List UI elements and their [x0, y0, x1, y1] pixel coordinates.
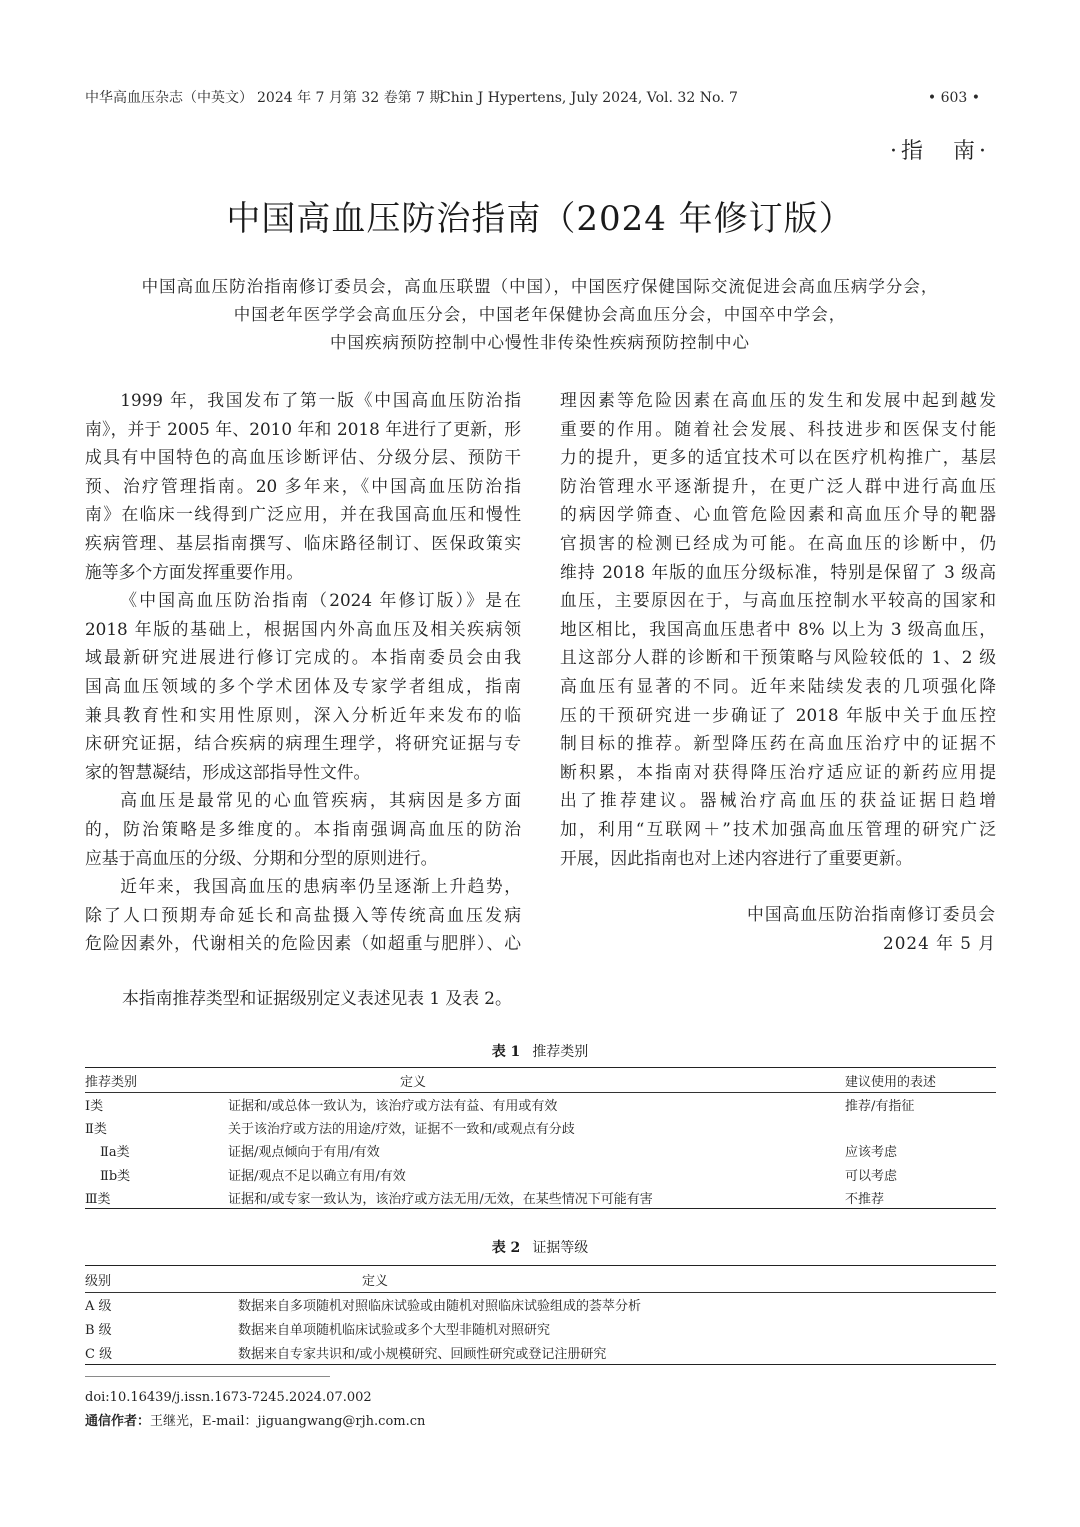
paragraph-line: 重要的作用。随着社会发展、科技进步和医保支付能: [560, 418, 996, 439]
cell-expression: 可以考虑: [845, 1168, 898, 1184]
column-header-definition: 定义: [362, 1273, 389, 1289]
cell-expression: 推荐/有指征: [845, 1098, 915, 1114]
paragraph-line: 压的干预研究进一步确证了 2018 年版中关于血压控: [560, 704, 996, 725]
table-row: [85, 1093, 996, 1116]
evidence-level-table: [85, 1265, 996, 1365]
paragraph-line: 应基于高血压的分级、分期和分型的原则进行。: [85, 847, 438, 868]
table-row: [85, 1139, 996, 1162]
paragraph-line: 家的智慧凝结，形成这部指导性文件。: [85, 761, 371, 782]
corresponding-author-label: 通信作者：: [85, 1414, 151, 1429]
author-line: 中国疾病预防控制中心慢性非传染性疾病预防控制中心: [330, 333, 750, 352]
paragraph-line: 成具有中国特色的高血压诊断评估、分级分层、预防干: [85, 447, 521, 468]
paragraph-line: 地区相比，我国高血压患者中 8% 以上为 3 级高血压，: [560, 618, 996, 639]
paragraph-line: 预、治疗管理指南。20 多年来，《中国高血压防治指: [85, 475, 521, 496]
table-row: [85, 1186, 996, 1209]
paragraph-line: 近年来，我国高血压的患病率仍呈逐渐上升趋势，: [120, 876, 521, 897]
cell-category: Ⅰ类: [85, 1098, 104, 1114]
table-row: [85, 1317, 996, 1341]
cell-expression: 不推荐: [845, 1191, 885, 1207]
paragraph-line: 的，防治策略是多维度的。本指南强调高血压的防治: [85, 818, 521, 839]
paragraph-line: 除了人口预期寿命延长和高盐摄入等传统高血压发病: [85, 904, 521, 925]
table-header-row: [85, 1068, 996, 1093]
cell-category: Ⅱa类: [100, 1145, 130, 1161]
cell-definition: 数据来自多项随机对照临床试验或由随机对照临床试验组成的荟萃分析: [238, 1299, 642, 1315]
table2-caption: [0, 1238, 1080, 1258]
doi: doi:10.16439/j.issn.1673-7245.2024.07.002: [85, 1390, 372, 1405]
paragraph: [85, 586, 521, 786]
paragraph-line: 高血压是最常见的心血管疾病，其病因是多方面: [120, 790, 521, 811]
paragraph-line: 开展，因此指南也对上述内容进行了重要更新。: [560, 847, 913, 868]
paragraph-line: 2018 年版的基础上，根据国内外高血压及相关疾病领: [85, 618, 521, 639]
paragraph-line: 官损害的检测已经成为可能。在高血压的诊断中，仍: [560, 532, 996, 553]
table-row: [85, 1162, 996, 1185]
paragraph-line: 维持 2018 年版的血压分级标准，特别是保留了 3 级高: [560, 561, 996, 582]
paragraph-line: 加，利用“互联网＋”技术加强高血压管理的研究广泛: [560, 818, 996, 839]
paragraph-line: 床研究证据，结合疾病的病理生理学，将研究证据与专: [85, 733, 521, 754]
cell-definition: 关于该治疗或方法的用途/疗效，证据不一致和/或观点有分歧: [228, 1121, 575, 1137]
table-row: [85, 1341, 996, 1365]
cell-definition: 数据来自单项随机临床试验或多个大型非随机对照研究: [238, 1323, 551, 1338]
cell-level: B 级: [85, 1323, 112, 1338]
cell-level: C 级: [85, 1346, 113, 1362]
column-header-expression: 建议使用的表述: [845, 1074, 937, 1090]
column-header-category: 推荐类别: [85, 1074, 138, 1090]
cell-level: A 级: [85, 1299, 112, 1315]
paragraph: [85, 386, 521, 586]
paragraph: [85, 786, 521, 872]
table-header-row: [85, 1266, 996, 1293]
cell-expression: 应该考虑: [845, 1145, 898, 1161]
table-reference-sentence: 本指南推荐类型和证据级别定义表述见表 1 及表 2。: [122, 988, 512, 1008]
table-row: [85, 1116, 996, 1139]
cell-definition: 证据/观点倾向于有用/有效: [228, 1145, 380, 1161]
paragraph-line: 防治管理水平逐渐提升，在更广泛人群中进行高血压: [560, 475, 996, 496]
section-label: ·指 南·: [890, 139, 990, 164]
paragraph-line: 《中国高血压防治指南（2024 年修订版）》是在: [120, 590, 521, 611]
recommendation-class-table: [85, 1067, 996, 1209]
table-row: [85, 1293, 996, 1317]
paragraph-line: 断积累，本指南对获得降压治疗适应证的新药应用提: [560, 761, 996, 782]
body-column-left: [85, 386, 521, 958]
paragraph-line: 1999 年，我国发布了第一版《中国高血压防治指: [120, 390, 521, 410]
table2-label: 表 2: [491, 1240, 521, 1256]
article-title: 中国高血压防治指南（2024 年修订版）: [226, 199, 854, 239]
paragraph-line: 血压，主要原因在于，与高血压控制水平较高的国家和: [560, 590, 996, 611]
table1-label: 表 1: [491, 1044, 521, 1060]
table1-caption: [0, 1042, 1080, 1062]
paragraph-line: 且这部分人群的诊断和干预策略与风险较低的 1、2 级: [560, 647, 996, 668]
paragraph-line: 制目标的推荐。新型降压药在高血压治疗中的证据不: [560, 733, 996, 754]
table1-title: 推荐类别: [532, 1044, 589, 1060]
paragraph-line: 施等多个方面发挥重要作用。: [85, 561, 304, 582]
signature-organization: 中国高血压防治指南修订委员会: [747, 904, 996, 924]
paragraph-line: 南》，并于 2005 年、2010 年和 2018 年进行了更新，形: [85, 418, 521, 439]
footnote-divider: [85, 1376, 330, 1377]
column-header-level: 级别: [85, 1273, 112, 1289]
paragraph-line: 域最新研究进展进行修订完成的。本指南委员会由我: [85, 647, 521, 668]
paragraph: [85, 872, 521, 958]
paragraph-line: 力的提升，更多的适宜技术可以在医疗机构推广，基层: [560, 447, 996, 468]
page-number: • 603 •: [927, 90, 980, 106]
cell-definition: 数据来自专家共识和/或小规模研究、回顾性研究或登记注册研究: [238, 1346, 607, 1362]
paragraph-line: 南》在临床一线得到广泛应用，并在我国高血压和慢性: [85, 504, 521, 525]
signature: [747, 900, 996, 957]
author-line: 中国高血压防治指南修订委员会，高血压联盟（中国），中国医疗保健国际交流促进会高血压病学分会，: [141, 277, 939, 296]
signature-date: 2024 年 5 月: [883, 932, 996, 953]
table2-title: 证据等级: [532, 1240, 589, 1256]
paragraph-line: 的病因学筛查、心血管危险因素和高血压介导的靶器: [560, 504, 996, 525]
cell-category: Ⅱ类: [85, 1121, 107, 1137]
author-line: 中国老年医学学会高血压分会，中国老年保健协会高血压分会，中国卒中学会，: [233, 305, 847, 324]
paragraph-line: 理因素等危险因素在高血压的发生和发展中起到越发: [560, 390, 996, 410]
body-column-right: [560, 386, 996, 872]
paragraph-line: 国高血压领域的多个学术团体及专家学者组成，指南: [85, 675, 521, 696]
cell-definition: 证据和/或总体一致认为，该治疗或方法有益、有用或有效: [228, 1098, 558, 1114]
cell-definition: 证据和/或专家一致认为，该治疗或方法无用/无效，在某些情况下可能有害: [228, 1191, 653, 1207]
journal-name: 中华高血压杂志（中英文）: [85, 90, 253, 106]
paragraph-line: 高血压有显著的不同。近年来陆续发表的几项强化降: [560, 675, 996, 696]
paragraph-line: 出了推荐建议。器械治疗高血压的获益证据日趋增: [560, 790, 996, 811]
cell-category: Ⅲ类: [85, 1191, 111, 1207]
paragraph-line: 兼具教育性和实用性原则，深入分析近年来发布的临: [85, 704, 521, 725]
issue-info: 2024 年 7 月第 32 卷第 7 期: [257, 90, 444, 106]
corresponding-author: [85, 1413, 425, 1431]
journal-name-english: Chin J Hypertens, July 2024, Vol. 32 No. 7: [440, 90, 738, 106]
paragraph-line: 疾病管理、基层指南撰写、临床路径制订、医保政策实: [85, 532, 521, 553]
column-header-definition: 定义: [400, 1074, 427, 1090]
cell-definition: 证据/观点不足以确立有用/有效: [228, 1168, 406, 1184]
corresponding-author-info: 王继光，E-mail：jiguangwang@rjh.com.cn: [150, 1414, 426, 1429]
cell-category: Ⅱb类: [100, 1168, 131, 1184]
paragraph: [560, 386, 996, 872]
paragraph-line: 危险因素外，代谢相关的危险因素（如超重与肥胖）、心: [85, 933, 521, 954]
author-list: [0, 273, 1080, 357]
cell-expression: [845, 1116, 996, 1139]
